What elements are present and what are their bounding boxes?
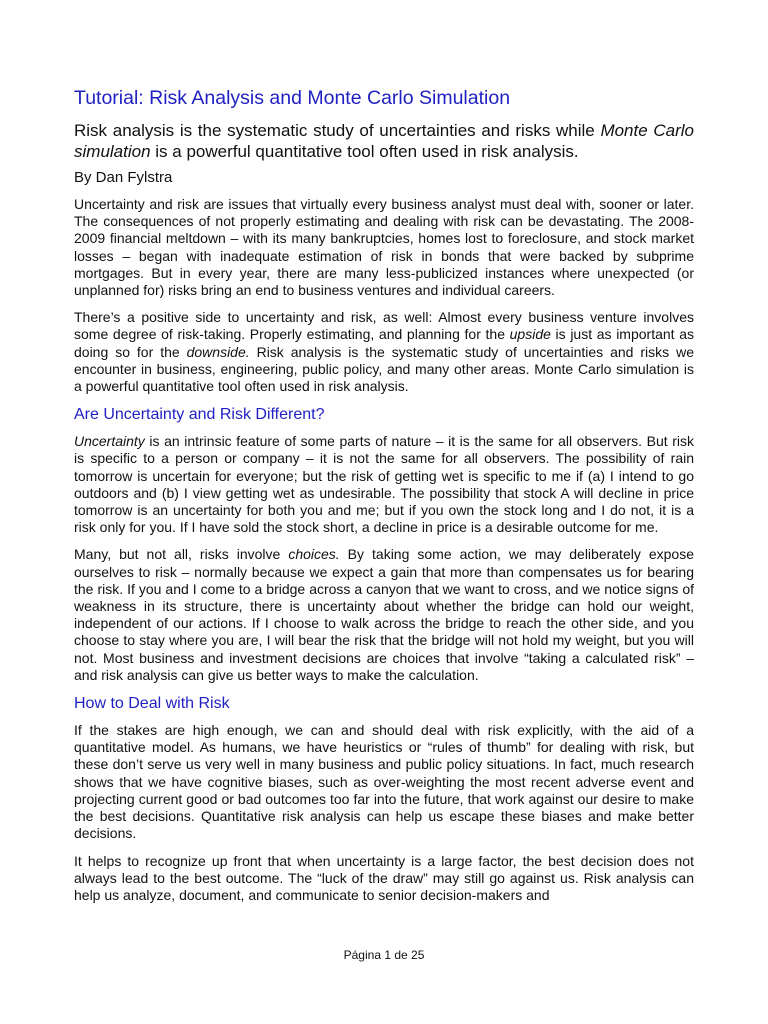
paragraph-4: Many, but not all, risks involve choices. By taking some action, we may deliberately expose ourselves to risk – normally because we expect a gain that more than compensates us for bearing the risk. If you and I come to a bridge across a canyon that we want to cross, and we notice signs of weakness in its structure, there is uncertainty about whether the bridge can hold our weight, independent of our actions. If I choose to walk across the bridge to reach the other side, and you choose to stay where you are, I will bear the risk that the bridge will not hold my weight, but you will not. Most business and investment decisions are choices that involve “taking a calculated risk” – and risk analysis can give us better ways to make the calculation. [74, 546, 694, 683]
page-title: Tutorial: Risk Analysis and Monte Carlo Simulation [74, 87, 511, 109]
section-heading-uncertainty-risk: Are Uncertainty and Risk Different? [74, 406, 325, 424]
paragraph-6: It helps to recognize up front that when uncertainty is a large factor, the best decision does not always lead to the best outcome. The “luck of the draw” may still go against us. Risk analysis can help us analyze, document, and communicate to senior decision-makers and [74, 852, 694, 903]
byline: By Dan Fylstra [74, 169, 173, 186]
section-heading-deal-with-risk: How to Deal with Risk [74, 695, 230, 713]
intro-paragraph: Risk analysis is the systematic study of uncertainties and risks while Monte Carlo simulation is a powerful quantitative tool often used in risk analysis. [74, 121, 694, 161]
page-number-footer: Página 1 de 25 [343, 948, 425, 962]
paragraph-2: There’s a positive side to uncertainty and risk, as well: Almost every business venture involves some degree of risk-taking. Properly estimating, and planning for the upside is just as important as doing so for the downside. Risk analysis is the systematic study of uncertainties and risks we encounter in business, engineering, public policy, and many other areas. Monte Carlo simulation is a powerful quantitative tool often used in risk analysis. [74, 309, 694, 395]
document-content [74, 86, 694, 914]
paragraph-5: If the stakes are high enough, we can and should deal with risk explicitly, with the aid of a quantitative model. As humans, we have heuristics or “rules of thumb” for dealing with risk, but these don’t serve us very well in many business and public policy situations. In fact, much research shows that we have cognitive biases, such as over-weighting the most recent adverse event and projecting current good or bad outcomes too far into the future, that work against our desire to make the best decisions. Quantitative risk analysis can help us escape these biases and make better decisions. [74, 722, 694, 842]
paragraph-1: Uncertainty and risk are issues that virtually every business analyst must deal with, sooner or later. The consequences of not properly estimating and dealing with risk can be devastating. The 2008-2009 financial meltdown – with its many bankruptcies, homes lost to foreclosure, and stock market losses – began with inadequate estimation of risk in bonds that were backed by subprime mortgages. But in every year, there are many less-publicized instances where unexpected (or unplanned for) risks bring an end to business ventures and individual careers. [74, 196, 694, 299]
paragraph-3: Uncertainty is an intrinsic feature of some parts of nature – it is the same for all observers. But risk is specific to a person or company – it is not the same for all observers. The possibility of rain tomorrow is uncertain for everyone; but the risk of getting wet is specific to me if (a) I intend to go outdoors and (b) I view getting wet as undesirable. The possibility that stock A will decline in price tomorrow is an uncertainty for both you and me; but if you own the stock long and I do not, it is a risk only for you. If I have sold the stock short, a decline in price is a desirable outcome for me. [74, 433, 694, 536]
